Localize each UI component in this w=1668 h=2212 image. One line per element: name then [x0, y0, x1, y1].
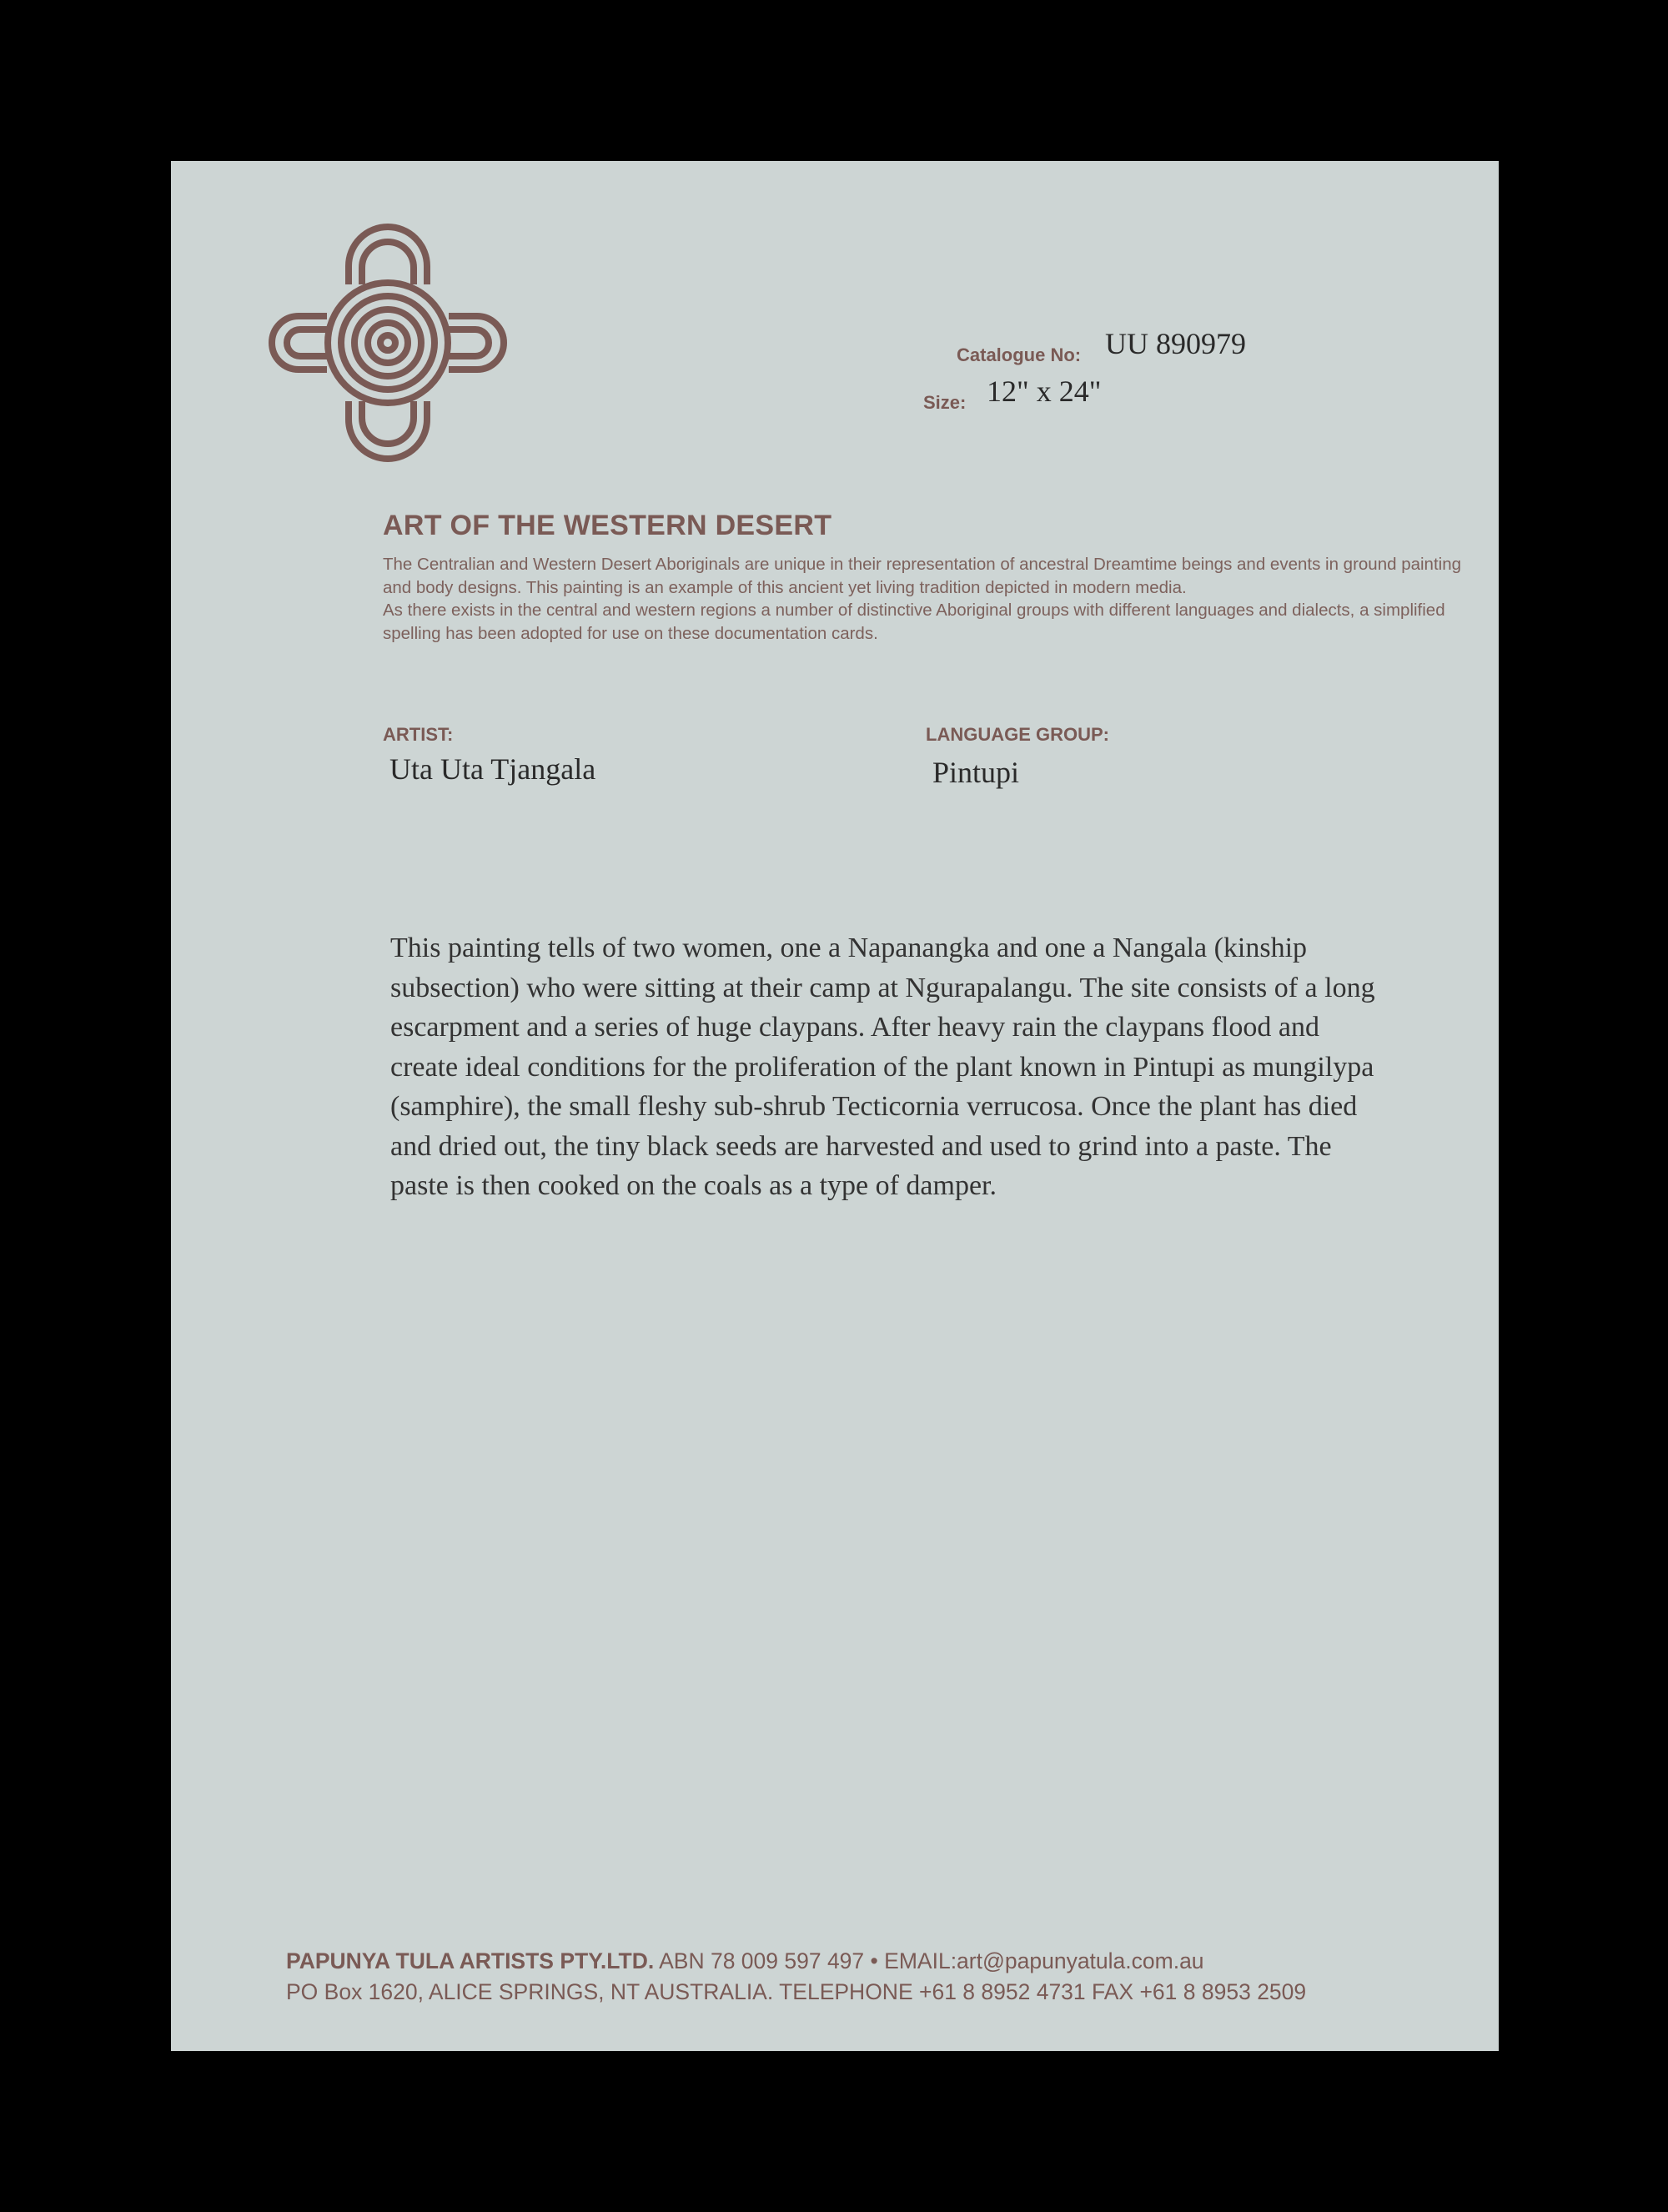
intro-paragraph-2: As there exists in the central and western regions a number of distinctive Aboriginal groups with different languages and dialects, a simplified spelling has been adopted for use on these documentation cards.: [383, 601, 1445, 643]
documentation-card: [171, 161, 1499, 2051]
footer-contact: ABN 78 009 597 497 • EMAIL:art@papunyatula.com.au: [654, 1948, 1204, 1973]
footer-line-1: [286, 1946, 1470, 1977]
concentric-circles-logo-icon: [250, 218, 525, 468]
size-label: Size:: [923, 392, 967, 413]
language-group-name: Pintupi: [932, 756, 1020, 789]
catalogue-label: Catalogue No:: [957, 344, 1082, 365]
size-value: 12" x 24": [987, 375, 1102, 408]
artist-label: ARTIST:: [383, 724, 454, 745]
language-group-label: LANGUAGE GROUP:: [926, 724, 1109, 745]
artist-name: Uta Uta Tjangala: [389, 752, 596, 786]
section-title: ART OF THE WESTERN DESERT: [383, 510, 832, 541]
intro-paragraph-1: The Centralian and Western Desert Aboriginals are unique in their representation of ancestral Dreamtime beings and events in ground painting and body designs. This painting is an example of this ancient yet living tradition depicted in modern media.: [383, 555, 1462, 597]
painting-story: This painting tells of two women, one a Napanangka and one a Nangala (kinship subsection) who were sitting at their camp at Ngurapalangu. The site consists of a long escarpment and a series of huge claypans. After heavy rain the claypans flood and create ideal conditions for the proliferation of the plant known in Pintupi as mungilypa (samphire), the small fleshy sub-shrub Tecticornia verrucosa. Once the plant has died and dried out, the tiny black seeds are harvested and used to grind into a paste. The paste is then cooked on the coals as a type of damper.: [390, 933, 1375, 1201]
intro-text: [383, 553, 1467, 645]
catalogue-number: UU 890979: [1105, 327, 1246, 360]
footer-address: PO Box 1620, ALICE SPRINGS, NT AUSTRALIA. TELEPHONE +61 8 8952 4731 FAX +61 8 8953 2509: [286, 1979, 1307, 2004]
footer: [286, 1946, 1470, 2008]
company-name: PAPUNYA TULA ARTISTS PTY.LTD.: [286, 1948, 655, 1973]
